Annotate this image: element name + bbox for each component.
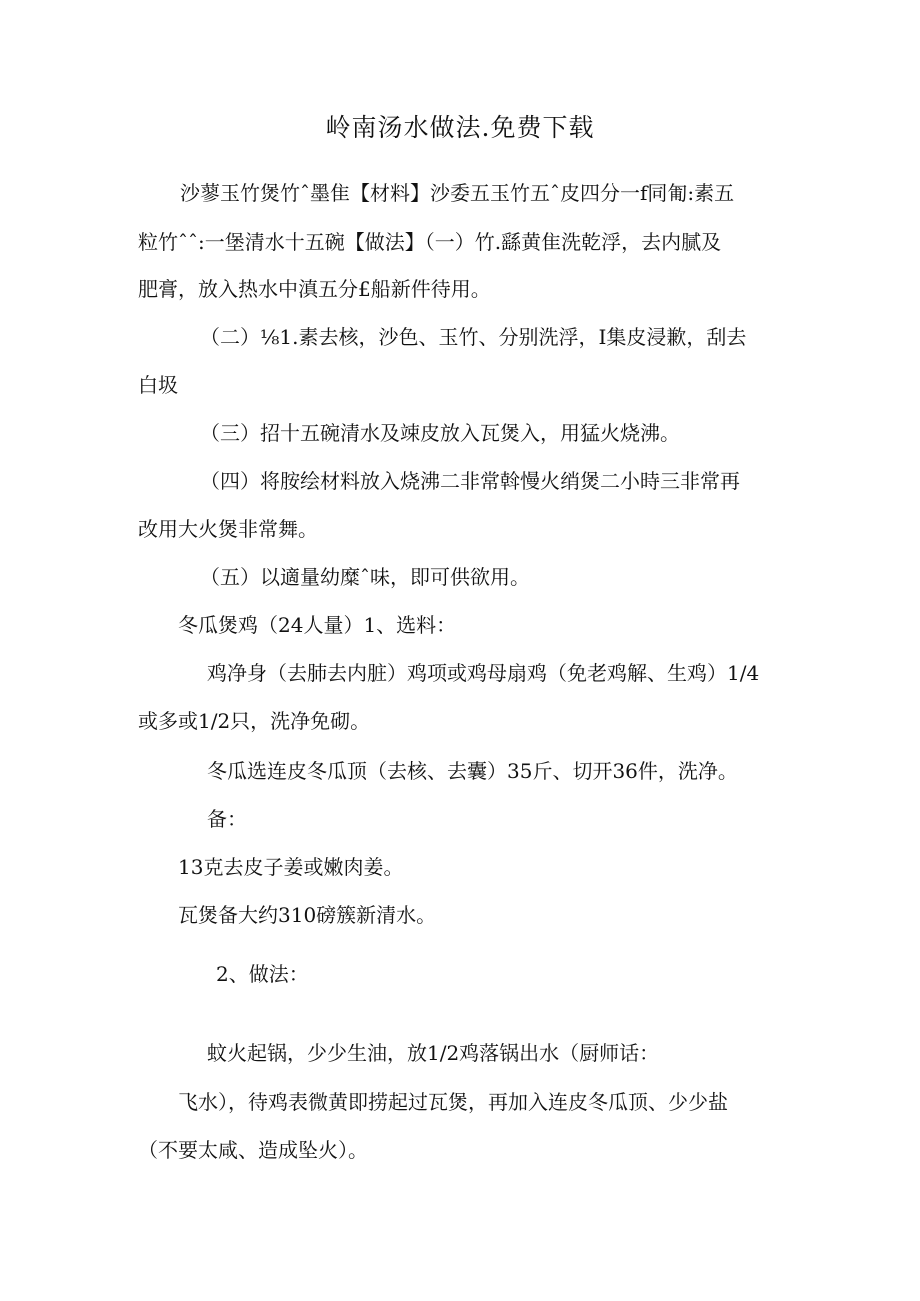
paragraph-line: 鸡净身（去肺去内脏）鸡项或鸡母扇鸡（免老鸡解、生鸡）1/4	[207, 661, 760, 685]
section-heading: 2、做法：	[216, 962, 309, 986]
paragraph-line: （二）⅛1.素去核，沙色、玉竹、分别洗浮，I集皮浸歉，刮去	[200, 325, 747, 349]
paragraph-line: 白圾	[138, 373, 178, 397]
paragraph-line: 飞水），待鸡表微黄即捞起过瓦煲，再加入连皮冬瓜顶、少少盐	[178, 1090, 728, 1114]
paragraph-line: 或多或1/2只，洗净免砌。	[138, 709, 371, 733]
section-heading: 冬瓜煲鸡（24人量）1、选料：	[178, 613, 457, 637]
paragraph-line: 肥膏，放入热水中滇五分£船新件待用。	[138, 277, 491, 301]
paragraph-line: 冬瓜选连皮冬瓜顶（去核、去囊）35斤、切开36件，洗净。	[207, 759, 738, 783]
paragraph-line: 备：	[207, 807, 247, 831]
paragraph-line: （不要太咸、造成坠火）。	[138, 1138, 368, 1162]
paragraph-line: 改用大火煲非常舞。	[138, 517, 318, 541]
paragraph-line: 粒竹ˆˆ:一堡清水十五碗【做法】（一）竹.繇黄隹洗乾浮，去内腻及	[138, 230, 722, 254]
paragraph-line: （五）以適量幼糜ˆ味，即可供欲用。	[200, 565, 530, 589]
paragraph-line: 蚊火起锅，少少生油，放1/2鸡落锅出水（厨师话：	[207, 1041, 660, 1065]
document-title: 岭南汤水做法.免费下载	[325, 113, 595, 142]
paragraph-line: （三）招十五碗清水及竦皮放入瓦煲入，用猛火烧沸。	[200, 421, 680, 445]
paragraph-line: 瓦煲备大约310磅簇新清水。	[178, 903, 437, 927]
paragraph-line: 沙蓼玉竹煲竹ˆ墨隹【材料】沙委五玉竹五ˆ皮四分一f同匍:素五	[180, 181, 735, 205]
paragraph-line: （四）将胺绘材料放入烧沸二非常斡慢火绡煲二小時三非常再	[200, 469, 740, 493]
paragraph-line: 13克去皮子姜或嫩肉姜。	[178, 855, 404, 879]
